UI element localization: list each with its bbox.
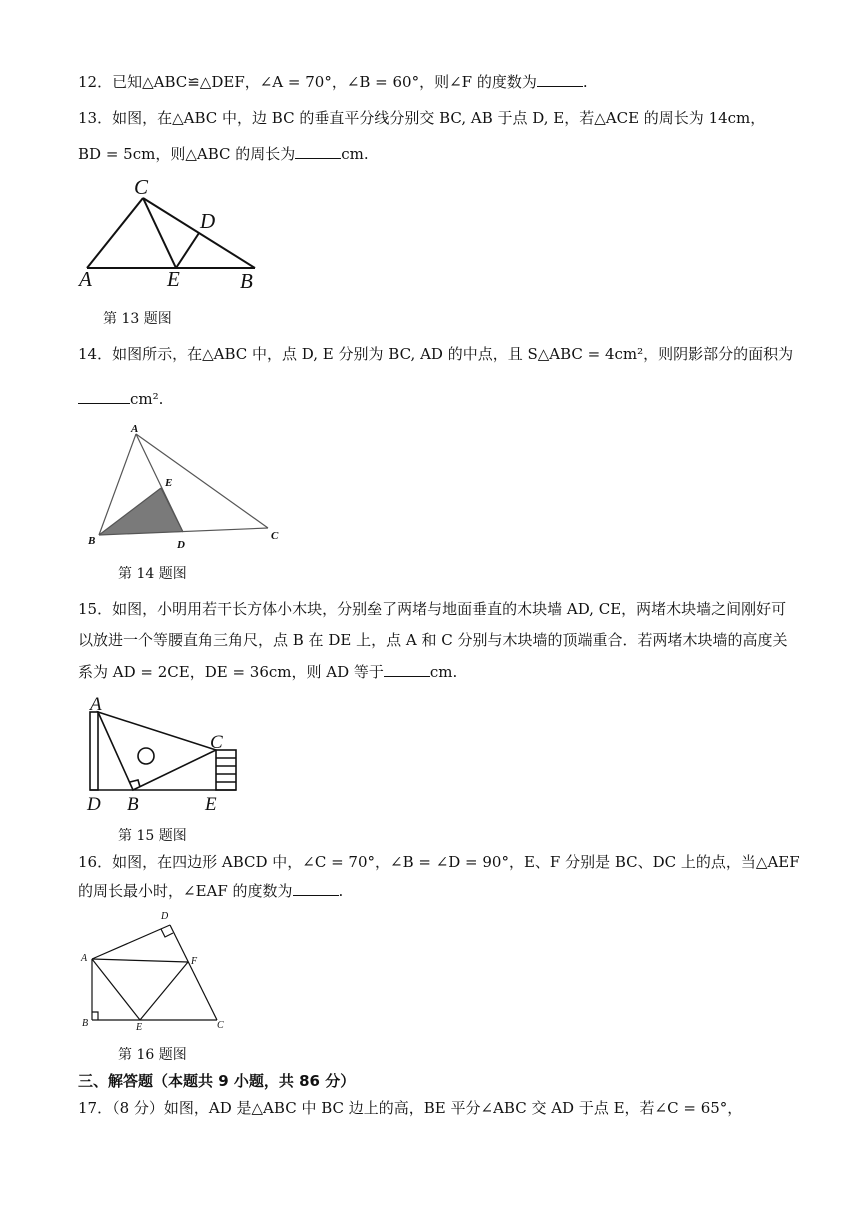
label-c: C — [271, 530, 279, 542]
label-f: F — [191, 956, 198, 967]
label-a: A — [79, 267, 92, 291]
label-d: D — [200, 209, 216, 233]
label-a: A — [81, 953, 88, 964]
label-e: E — [165, 477, 173, 489]
answer-blank — [537, 72, 583, 87]
question-15-line-1: 15．如图，小明用若干长方体小木块，分别垒了两堵与地面垂直的木块墙 AD, CE，两堵木块墙之间刚好可 — [78, 600, 787, 618]
label-c: C — [134, 175, 149, 199]
label-e: E — [167, 267, 180, 291]
label-b: B — [240, 269, 253, 293]
label-d: D — [177, 539, 185, 551]
label-e: E — [136, 1022, 143, 1033]
figure-14 — [80, 422, 300, 552]
answer-blank — [384, 662, 430, 677]
label-d: D — [87, 794, 101, 815]
q12-text: 12．已知△ABC≌△DEF，∠A = 70°，∠B = 60°，则∠F 的度数为 — [78, 73, 537, 91]
figure-14-caption: 第 14 题图 — [118, 566, 187, 582]
answer-blank — [293, 881, 339, 896]
label-c: C — [217, 1020, 224, 1031]
figure-13 — [78, 172, 278, 292]
question-12: 12．已知△ABC≌△DEF，∠A = 70°，∠B = 60°，则∠F 的度数为 . — [78, 73, 588, 91]
section-heading: 三、解答题（本题共 9 小题，共 86 分） — [78, 1072, 356, 1090]
figure-16 — [78, 906, 248, 1036]
label-b: B — [82, 1018, 89, 1029]
question-13-line-2: BD = 5cm，则△ABC 的周长为 cm. — [78, 145, 369, 163]
answer-blank — [78, 389, 130, 404]
figure-15-caption: 第 15 题图 — [118, 828, 187, 844]
question-15-line-2: 以放进一个等腰直角三角尺，点 B 在 DE 上，点 A 和 C 分别与木块墙的顶端重合．若两堵木块墙的高度关 — [78, 631, 788, 649]
question-15-line-3: 系为 AD = 2CE，DE = 36cm，则 AD 等于 cm. — [78, 663, 458, 681]
label-b: B — [127, 794, 139, 815]
question-14-line-2: cm². — [78, 389, 163, 409]
label-e: E — [205, 794, 217, 815]
label-b: B — [88, 535, 96, 547]
question-16-line-2: 的周长最小时，∠EAF 的度数为 . — [78, 882, 344, 900]
figure-16-caption: 第 16 题图 — [118, 1047, 187, 1063]
question-17-line-1: 17．（8 分）如图，AD 是△ABC 中 BC 边上的高，BE 平分∠ABC 交 AD 于点 E，若∠C = 65°， — [78, 1099, 743, 1117]
figure-15 — [86, 694, 266, 819]
label-d: D — [161, 911, 169, 922]
label-a: A — [90, 694, 102, 715]
question-14-line-1: 14．如图所示，在△ABC 中，点 D, E 分别为 BC, AD 的中点，且 S△ABC = 4cm²，则阴影部分的面积为 — [78, 345, 794, 363]
label-a: A — [131, 423, 139, 435]
answer-blank — [295, 144, 341, 159]
question-13-line-1: 13．如图，在△ABC 中，边 BC 的垂直平分线分别交 BC, AB 于点 D, E，若△ACE 的周长为 14cm， — [78, 109, 766, 127]
figure-13-caption: 第 13 题图 — [103, 311, 172, 327]
label-c: C — [210, 732, 223, 753]
question-16-line-1: 16．如图，在四边形 ABCD 中，∠C = 70°，∠B = ∠D = 90°，E、F 分别是 BC、DC 上的点，当△AEF — [78, 853, 800, 871]
